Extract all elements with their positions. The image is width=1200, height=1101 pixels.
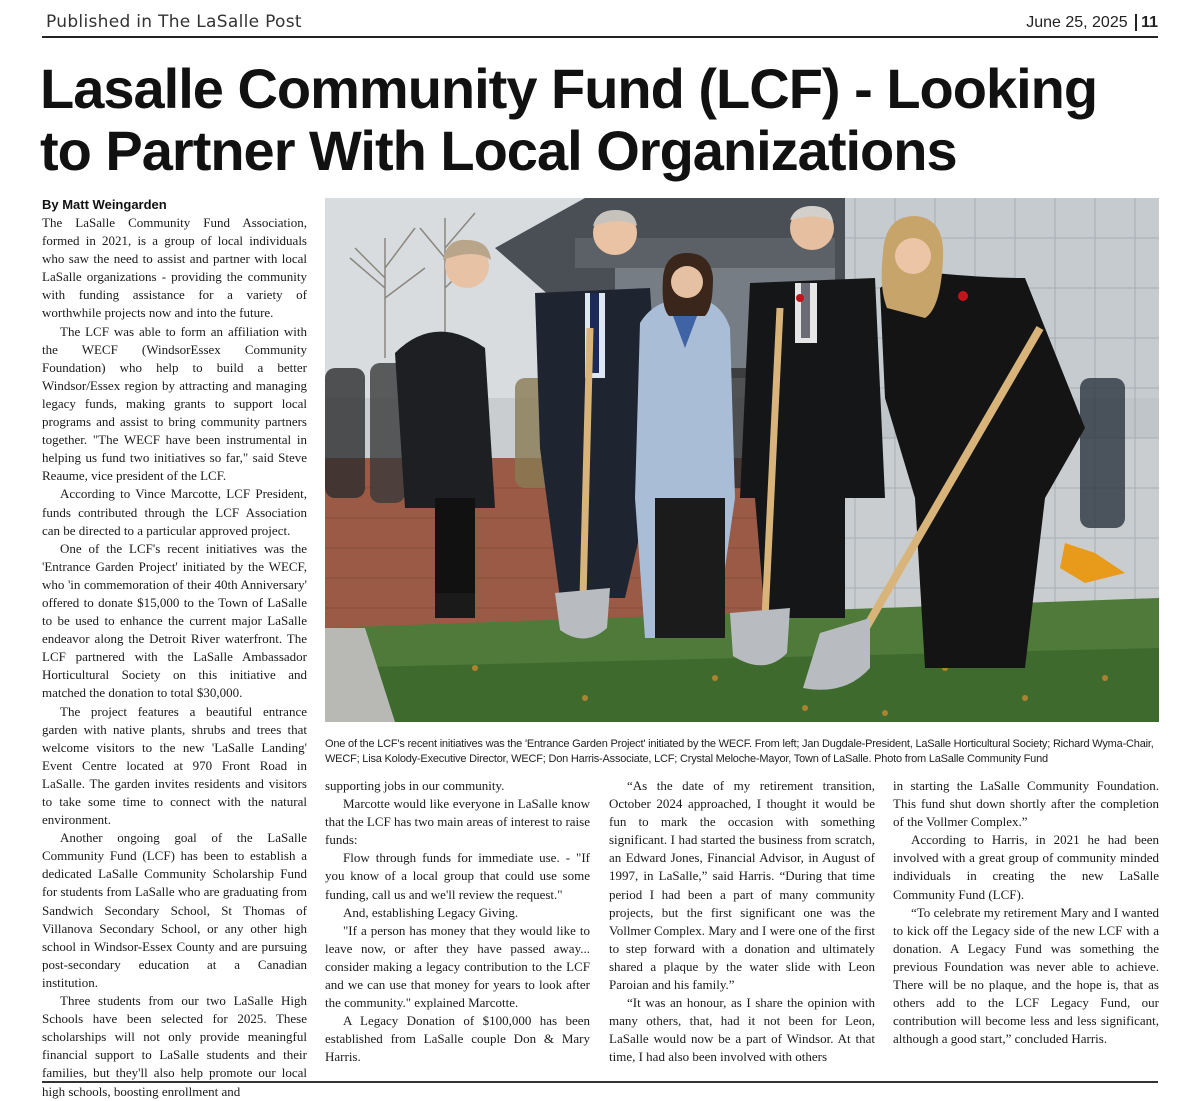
- article-paragraph: "If a person has money that they would like to leave now, or after they have passed away... consider making a legacy contribution to the LCF and we can use that money for years to look after the community." explained Marcotte.: [325, 922, 590, 1011]
- groundbreaking-photo-illustration: [325, 198, 1159, 722]
- article-paragraph: A Legacy Donation of $100,000 has been established from LaSalle couple Don & Mary Harris.: [325, 1013, 590, 1065]
- article-paragraph: According to Vince Marcotte, LCF President, funds contributed through the LCF Association can be directed to a particular approved project.: [42, 486, 307, 538]
- footer-rule: [42, 1081, 1158, 1083]
- article-paragraph: “As the date of my retirement transition, October 2024 approached, I thought it would be fun to mark the occasion with something significant. I had started the business from scratch, an Edward Jones, Financial Advisor, in August of 1997, in LaSalle,” said Harris. “During that time period I had been a part of many community projects, but the first significant one was the Vollmer Complex. Mary and I were one of the first to step forward with a donation and ultimately shared a plaque by the water slide with Leon Paroian and his family.”: [609, 778, 875, 993]
- article-headline: Lasalle Community Fund (LCF) - Looking to Partner With Local Organizations: [40, 57, 1098, 182]
- article-paragraph: The project features a beautiful entrance garden with native plants, shrubs and trees that welcome visitors to the new 'LaSalle Landing' Event Centre located at 970 Front Road in LaSalle. The garden invites residents and visitors to take some time to connect with the natural environment.: [42, 703, 307, 828]
- dateline: [1026, 14, 1158, 32]
- article-paragraph: Marcotte would like everyone in LaSalle know that the LCF has two main areas of interest to raise funds:: [325, 796, 590, 848]
- article-paragraph: The LCF was able to form an affiliation with the WECF (WindsorEssex Community Foundation) who help to build a better Windsor/Essex region by attracting and managing legacy funds, making grants to support local programs and assist to bring community partners together. "The WECF have been instrumental in helping us fund two initiatives so far," said Steve Reaume, vice president of the LCF.: [42, 323, 307, 484]
- article-paragraph: “To celebrate my retirement Mary and I wanted to kick off the Legacy side of the new LCF with a donation. A Legacy Fund was something the previous Foundation was never able to achieve. There will be no plaque, and the hope is, that as others add to the LCF Legacy Fund, our contribution will become less and less significant, although a good start,” concluded Harris.: [893, 904, 1159, 1047]
- article-paragraph: And, establishing Legacy Giving.: [343, 904, 519, 920]
- article-column-2: [325, 777, 590, 1067]
- article-paragraph: Another ongoing goal of the LaSalle Community Fund (LCF) has been to establish a dedicated LaSalle Community Scholarship Fund for students from LaSalle who are graduating from Sandwich Secondary School, St Thomas of Villanova Secondary School, or any other high school in Windsor-Essex County and are pursuing post-secondary education at a Canadian institution.: [42, 830, 307, 990]
- article-column-1: [42, 214, 307, 1101]
- publication-date: June 25, 2025: [1026, 14, 1128, 31]
- article-photo: [325, 198, 1159, 722]
- publication-name: Published in The LaSalle Post: [46, 12, 302, 32]
- photo-caption: One of the LCF's recent initiatives was the 'Entrance Garden Project' initiated by the WECF. From left; Jan Dugdale-President, LaSalle Horticultural Society; Richard Wyma-Chair, WECF; Lisa Kolody-Executive Director, WECF; Don Harris-Associate, LCF; Crystal Meloche-Mayor, Town of LaSalle. Photo from LaSalle Community Fund: [325, 738, 1154, 765]
- article-paragraph: One of the LCF's recent initiatives was the 'Entrance Garden Project' initiated by the WECF, who 'in commemoration of their 40th Anniversary' offered to donate $15,000 to the Town of LaSalle to be used to enhance the current major LaSalle endeavor along the Detroit River waterfront. The LCF partnered with the LaSalle Ambassador Horticultural Society on this initiative and matched the donation to total $30,000.: [42, 540, 307, 701]
- article-paragraph-continued: in starting the LaSalle Community Foundation. This fund shut down shortly after the completion of the Vollmer Complex.”: [893, 778, 1159, 830]
- article-paragraph: “It was an honour, as I share the opinion with many others, that, had it not been for Leon, LaSalle would now be a part of Windsor. At that time, I had also been involved with others: [609, 995, 875, 1065]
- article-paragraph: Flow through funds for immediate use. - "If you know of a local group that could use some funding, call us and we'll review the request.": [325, 850, 590, 902]
- article-column-3: [609, 777, 875, 1067]
- article-column-4: [893, 777, 1159, 1048]
- article-paragraph: Three students from our two LaSalle High Schools have been selected for 2025. These scholarships will not only provide meaningful financial support to LaSalle students and their families, but they'll also help promote our local high schools, boosting enrollment and: [42, 993, 307, 1099]
- page-number: 11: [1135, 14, 1158, 31]
- article-paragraph: According to Harris, in 2021 he had been involved with a great group of community minded individuals in creating the new LaSalle Community Fund (LCF).: [893, 832, 1159, 902]
- article-paragraph-continued: supporting jobs in our community.: [325, 778, 505, 793]
- page-header: [42, 8, 1158, 38]
- article-paragraph: The LaSalle Community Fund Association, formed in 2021, is a group of local individuals who saw the need to assist and partner with local LaSalle organizations - providing the community with funding assistance for a variety of worthwhile projects now and into the future.: [42, 215, 307, 321]
- byline: By Matt Weingarden: [42, 197, 167, 212]
